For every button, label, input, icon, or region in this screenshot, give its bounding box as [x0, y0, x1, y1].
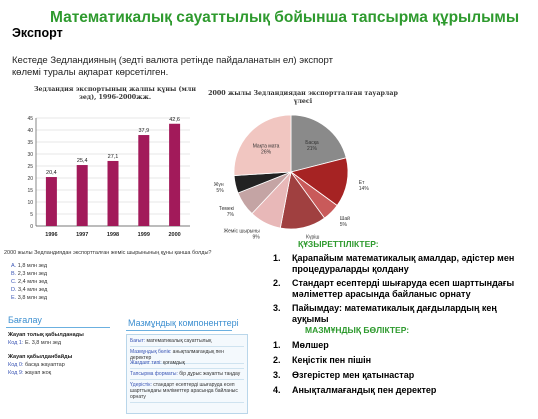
skills-heading: ҚҰЗЫРЕТТІЛІКТЕР:: [298, 239, 379, 249]
pie-slice-label: Жеміс шырыны: [223, 228, 260, 235]
components-box: [126, 334, 248, 414]
skill-number: 2.: [273, 278, 281, 288]
skill-item: Қарапайым математикалық амалдар, әдістер мен процедураларды қолдану: [292, 253, 515, 274]
option-key: C.: [11, 279, 17, 285]
option-text: 2,4 млн зед: [18, 279, 48, 285]
components-heading: Мазмұндық компоненттері: [128, 318, 239, 328]
option-text: 3,4 млн зед: [18, 287, 48, 293]
content-item: Кеңістік пен пішін: [292, 355, 372, 365]
content-item: Өзгерістер мен қатынастар: [292, 370, 415, 380]
y-tick-label: 5: [30, 212, 33, 218]
no-credit-code-9: Код 9: жауап жоқ: [8, 370, 52, 376]
y-tick-label: 20: [27, 176, 33, 182]
option-c[interactable]: [11, 279, 47, 285]
x-tick-label: 1997: [76, 232, 89, 238]
bar: [46, 177, 57, 226]
pie-chart: [205, 100, 395, 240]
question-text: 2000 жылы Зедландиядан экспортталған жеміс шырынының құны қанша болды?: [4, 250, 212, 256]
y-tick-label: 25: [27, 164, 33, 170]
component-row: Жағдаят типі: қоғамдық: [130, 360, 244, 369]
y-tick-label: 15: [27, 188, 33, 194]
intro-text: Кестеде Зедландияның (зедті валюта ретінде пайдаланатын ел) экспорт көлемі туралы ақпарат көрсетілген.: [12, 55, 333, 78]
content-number: 3.: [273, 370, 281, 380]
pie-slice-label: Темекі: [218, 205, 234, 212]
y-tick-label: 10: [27, 200, 33, 206]
skill-item: Пайымдау: математикалық дағдылардың кең ауқымы: [292, 303, 497, 324]
y-tick-label: 40: [27, 128, 33, 134]
option-a[interactable]: [11, 263, 47, 269]
y-tick-label: 35: [27, 140, 33, 146]
component-row: Бағыт: математикалық сауаттылық: [130, 338, 244, 347]
pie-chart-title: 2000 жылы Зедландиядан экспортталған тауарлар үлесі: [208, 90, 398, 105]
full-credit-code: Код 1: Е. 3,8 млн зед: [8, 340, 62, 346]
y-tick-label: 30: [27, 152, 33, 158]
y-tick-label: 45: [27, 116, 33, 122]
content-number: 2.: [273, 355, 281, 365]
bar-value-label: 37,9: [138, 128, 150, 135]
skill-item: Стандарт есептерді шығаруда есеп шарттындағы мәліметтер арасында байланыс орнату: [292, 278, 515, 299]
component-row: Мазмұндық бөлік: анықталмағандық пен деректер: [130, 349, 244, 364]
content-item: Анықталмағандық пен деректер: [292, 385, 437, 395]
pie-slice-value: 26%: [261, 149, 272, 156]
option-b[interactable]: [11, 271, 47, 277]
page-subtitle: Экспорт: [12, 26, 63, 40]
pie-slice-label: Жүн: [213, 182, 224, 189]
no-credit-code-0: Код 0: басқа жауаптар: [8, 362, 65, 368]
bar-chart-title: Зедландия экспортының жалпы құны (млн зед), 1996-2000жж.: [34, 86, 196, 101]
content-number: 4.: [273, 385, 281, 395]
pie-slice-value: 7%: [226, 211, 234, 218]
bar-value-label: 25,4: [76, 158, 88, 165]
divider: [6, 327, 110, 328]
pie-slice-label: Басқа: [305, 139, 319, 146]
bar: [108, 161, 119, 226]
option-key: A.: [11, 263, 17, 269]
pie-slice-label: Мақта мата: [252, 143, 280, 150]
bar-value-label: 27,1: [107, 153, 119, 160]
pie-slice-value: 9%: [252, 234, 260, 240]
pie-slice-value: 14%: [358, 185, 369, 192]
pie-slice-value: 21%: [306, 145, 317, 152]
pie-slice-label: Күріш: [306, 234, 320, 240]
pie-slice-value: 5%: [216, 188, 224, 195]
bar-chart: [22, 106, 202, 246]
option-key: D.: [11, 287, 17, 293]
x-tick-label: 1996: [45, 232, 58, 238]
full-credit-title: Жауап толық қабылданады: [8, 332, 84, 338]
component-row: Үдерістік: стандарт есептерді шығаруда есеп шарттындағы мәліметтер арасында байланыс орнату: [130, 382, 244, 403]
pie-slice-label: Шай: [339, 215, 350, 222]
pie-slice-label: Ет: [358, 179, 365, 186]
option-text: 3,8 млн зед: [17, 295, 48, 301]
bar: [169, 124, 180, 226]
skill-number: 1.: [273, 253, 281, 263]
divider: [126, 330, 232, 331]
x-tick-label: 1999: [137, 232, 150, 238]
content-item: Мөлшер: [292, 340, 329, 350]
pie-slice-value: 5%: [339, 221, 348, 228]
bar: [138, 135, 149, 226]
no-credit-title: Жауап қабылданбайды: [8, 354, 73, 360]
assessment-heading: Бағалау: [8, 315, 42, 325]
option-key: B.: [11, 271, 17, 277]
bar-value-label: 42,6: [169, 116, 180, 123]
skill-number: 3.: [273, 303, 281, 313]
option-d[interactable]: [11, 287, 47, 293]
content-parts-heading: МАЗМҰНДЫҚ БӨЛІКТЕР:: [305, 325, 410, 335]
option-key: E.: [11, 295, 17, 301]
content-number: 1.: [273, 340, 281, 350]
option-text: 2,3 млн зед: [17, 271, 48, 277]
page-title: Математикалық сауаттылық бойынша тапсырма құрылымы: [50, 9, 520, 26]
x-tick-label: 2000: [168, 232, 181, 238]
bar-value-label: 20,4: [46, 170, 57, 177]
y-tick-label: 0: [30, 224, 33, 230]
option-text: 1,8 млн зед: [17, 263, 48, 269]
x-tick-label: 1998: [106, 232, 120, 238]
bar: [77, 165, 88, 226]
component-row: Тапсырма форматы: бір дұрыс жауапты таңдау: [130, 371, 244, 380]
option-e[interactable]: [11, 295, 47, 301]
